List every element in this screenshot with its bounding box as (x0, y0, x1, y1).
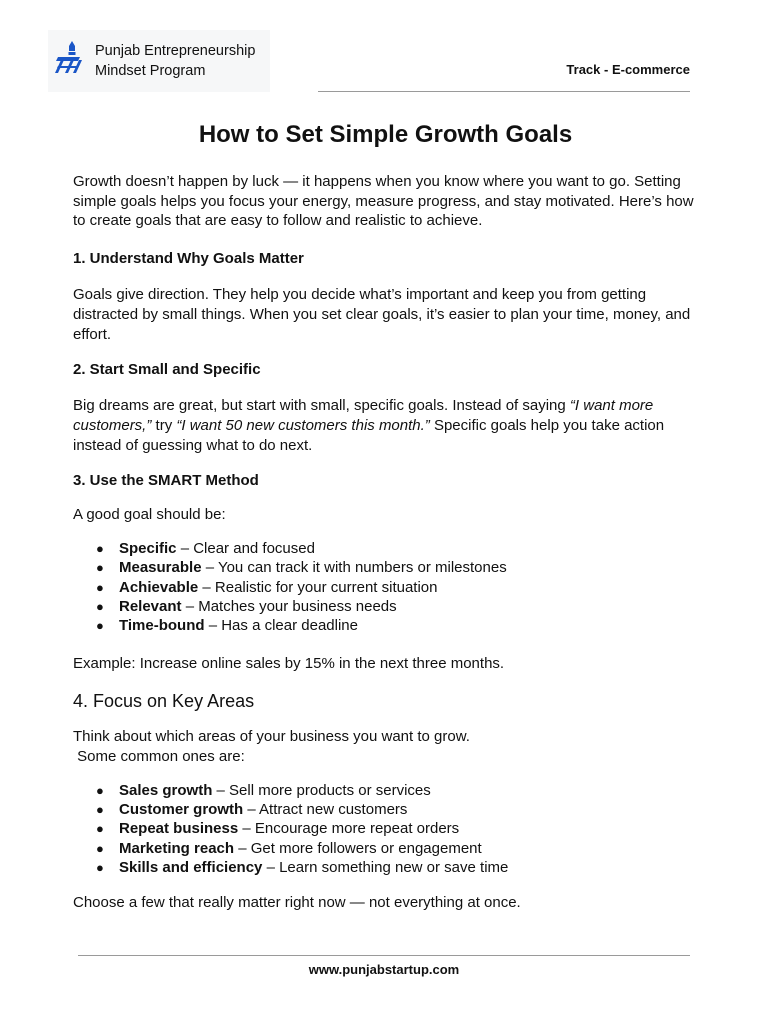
list-item-term: Skills and efficiency (119, 858, 263, 876)
list-item (73, 616, 698, 635)
list-item-term: Marketing reach (119, 839, 235, 857)
section-3-heading: 3. Use the SMART Method (73, 472, 259, 490)
example-quote: “I want 50 new customers this month.” (176, 416, 430, 434)
section-2-heading: 2. Start Small and Specific (73, 361, 261, 379)
document-body (73, 118, 698, 913)
bullet-icon: ● (96, 840, 104, 856)
list-item-desc: – Learn something new or save time (262, 858, 509, 876)
header-divider (318, 91, 690, 92)
list-item (73, 558, 698, 577)
bullet-icon: ● (96, 541, 104, 557)
list-item (73, 839, 698, 858)
bullet-icon: ● (96, 859, 104, 875)
list-item-desc: – Realistic for your current situation (198, 578, 438, 596)
section-2-body (73, 396, 698, 455)
list-item-desc: – Clear and focused (176, 540, 315, 558)
list-item-desc: – Matches your business needs (181, 597, 397, 615)
bullet-icon: ● (96, 782, 104, 798)
list-item-term: Customer growth (119, 800, 244, 818)
list-item-desc: – Has a clear deadline (204, 617, 358, 635)
intro-paragraph: Growth doesn’t happen by luck — it happens when you know where you want to go. Setting simple goals helps you focus your energy, measure progress, and stay motivated. Here’s how to create goals that are easy to follow and realistic to achieve. (73, 173, 694, 230)
page-title: How to Set Simple Growth Goals (198, 121, 573, 148)
section-4-lead (73, 727, 698, 766)
section-3-lead: A good goal should be: (73, 506, 226, 524)
list-item-term: Achievable (119, 578, 199, 596)
footer-divider (78, 955, 690, 956)
list-item-term: Sales growth (119, 781, 213, 799)
org-name-line-2: Mindset Program (95, 63, 206, 79)
bullet-icon: ● (96, 618, 104, 634)
program-logo (48, 30, 270, 92)
section-2-text: try (151, 416, 177, 434)
bullet-icon: ● (96, 560, 104, 576)
list-item-desc: – Encourage more repeat orders (238, 820, 460, 838)
bullet-icon: ● (96, 801, 104, 817)
list-item (73, 819, 698, 838)
section-4-lead-line: Some common ones are: (73, 747, 245, 765)
rocket-ladder-icon (52, 40, 84, 76)
list-item-desc: – Attract new customers (243, 800, 408, 818)
footer-url: www.punjabstartup.com (308, 962, 460, 977)
example-quote: “I want more customers,” (73, 397, 654, 434)
list-item-term: Relevant (119, 597, 182, 615)
section-4-heading: 4. Focus on Key Areas (73, 691, 255, 712)
list-item (73, 858, 698, 877)
list-item (73, 597, 698, 616)
list-item-term: Repeat business (119, 820, 239, 838)
page-header (48, 30, 690, 92)
list-item-term: Measurable (119, 559, 202, 577)
list-item (73, 800, 698, 819)
smart-example: Example: Increase online sales by 15% in the next three months. (73, 654, 505, 672)
list-item-desc: – Get more followers or engagement (234, 839, 482, 857)
bullet-icon: ● (96, 598, 104, 614)
list-item (73, 578, 698, 597)
track-label: Track - E-commerce (566, 62, 690, 77)
list-item-desc: – You can track it with numbers or milestones (201, 559, 507, 577)
bullet-icon: ● (96, 821, 104, 837)
bullet-icon: ● (96, 579, 104, 595)
section-2-text: Big dreams are great, but start with small, specific goals. Instead of saying (73, 397, 570, 415)
section-1-body: Goals give direction. They help you decide what’s important and keep you from getting distracted by small things. When you set clear goals, it’s easier to plan your time, money, and effort. (73, 286, 691, 343)
list-item (73, 781, 698, 800)
section-4-lead-line: Think about which areas of your business you want to grow. (73, 728, 470, 746)
smart-criteria-list (73, 539, 698, 635)
list-item (73, 539, 698, 558)
list-item-term: Time-bound (119, 617, 205, 635)
section-1-heading: 1. Understand Why Goals Matter (73, 250, 304, 268)
section-4-closing: Choose a few that really matter right now — not everything at once. (73, 894, 521, 912)
key-areas-list (73, 781, 698, 877)
list-item-desc: – Sell more products or services (212, 781, 431, 799)
section-2-text: Specific goals help you take action instead of guessing what to do next. (73, 416, 665, 454)
list-item-term: Specific (119, 540, 177, 558)
org-name-line-1: Punjab Entrepreneurship (95, 43, 256, 59)
